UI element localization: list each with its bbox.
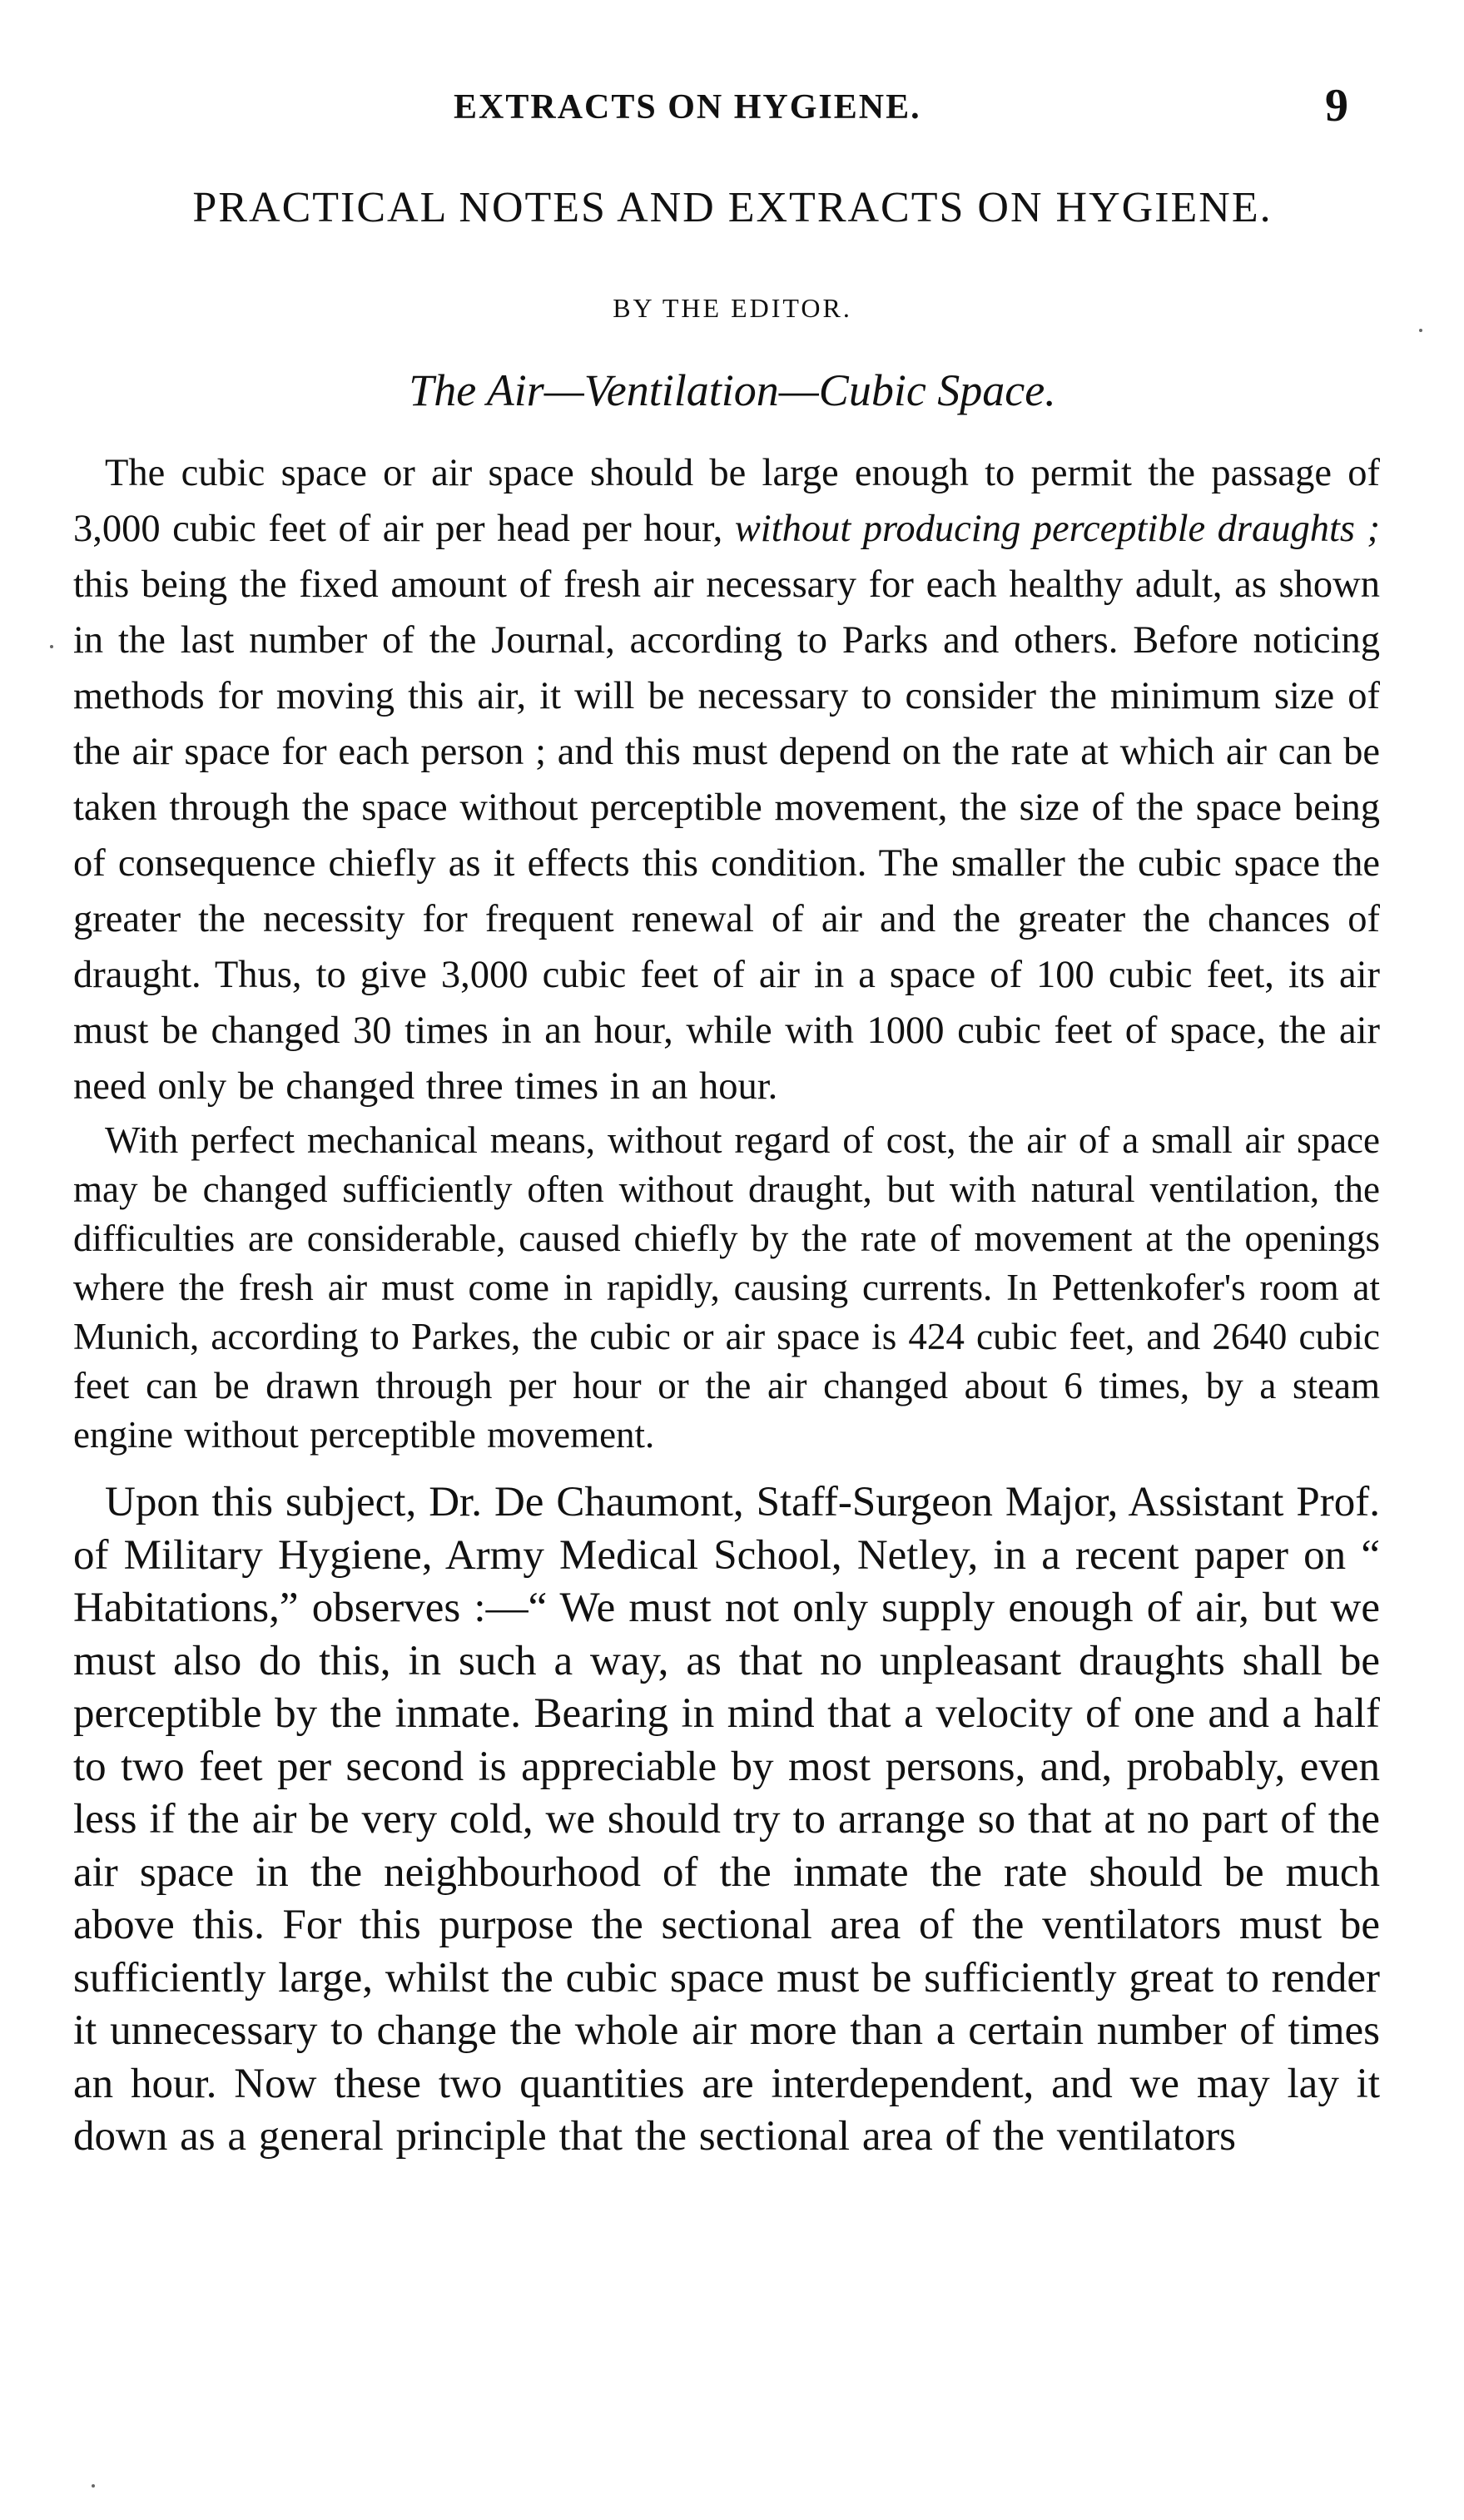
paragraph-3: Upon this subject, Dr. De Chaumont, Staff-Surgeon Major, Assistant Prof. of Military Hygiene, Army Medical School, Netley, in a recent paper on “ Habitations,” observes :—“ We must not only supply enough of air, but we must also do this, in such a way, as that no unpleasant draughts shall be perceptible by the inmate. Bearing in mind that a velocity of one and a half to two feet per second is appreciable by most persons, and, probably, even less if the air be very cold, we should try to arrange so that at no part of the air space in the neighbourhood of the inmate the rate should be much above this. For this purpose the sectional area of the ventilators must be sufficiently large, whilst the cubic space must be sufficiently great to render it unnecessary to change the whole air more than a certain number of times an hour. Now these two quantities are interdependent, and we may lay it down as a general principle that the sectional area of the ventilators: [73, 1479, 1380, 2160]
running-title: EXTRACTS ON HYGIENE.: [454, 88, 921, 126]
paragraph-1: [73, 445, 1380, 1114]
paper-speck: [50, 645, 53, 648]
paragraph-2: With perfect mechanical means, without regard of cost, the air of a small air space may be changed sufficiently often without draught, but with natural ventilation, the difficulties are considerable, caused chiefly by the rate of movement at the openings where the fresh air must come in rapidly, causing currents. In Pettenkofer's room at Munich, according to Parkes, the cubic or air space is 424 cubic feet, and 2640 cubic feet can be drawn through per hour or the air changed about 6 times, by a steam engine without perceptible movement.: [73, 1119, 1380, 1456]
paragraph-1-rest: this being the fixed amount of fresh air necessary for each healthy adult, as shown in the last number of the Journal, according to Parks and others. Before noticing methods for moving this air, it will be necessary to consider the minimum size of the air space for each person ; and this must depend on the rate at which air can be taken through the space without perceptible movement, the size of the space being of consequence chiefly as it effects this condition. The smaller the cubic space the greater the necessity for frequent renewal of air and the greater the chances of draught. Thus, to give 3,000 cubic feet of air in a space of 100 cubic feet, its air must be changed 30 times in an hour, while with 1000 cubic feet of space, the air need only be changed three times in an hour.: [73, 563, 1380, 1108]
article-title: PRACTICAL NOTES AND EXTRACTS ON HYGIENE.: [192, 184, 1273, 231]
paper-speck: [92, 2484, 95, 2488]
paragraph-1-italic: without producing perceptible draughts ;: [734, 508, 1380, 550]
section-heading: The Air—Ventilation—Cubic Space.: [409, 365, 1056, 415]
running-head: [100, 79, 1348, 137]
body-text: [73, 445, 1380, 2164]
byline: BY THE EDITOR.: [613, 293, 852, 323]
page-number: 9: [1325, 80, 1348, 131]
paper-speck: [1419, 329, 1422, 332]
paragraph-1-start: The cubic space or air space should be large enough to permit the passage of 3,000 cubic feet of air per head per hour,: [73, 452, 1380, 550]
